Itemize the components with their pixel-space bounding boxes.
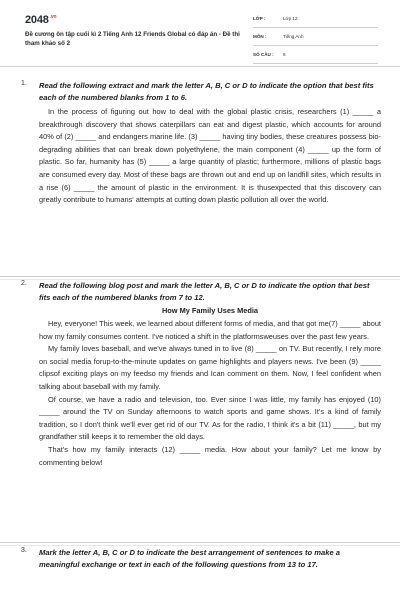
question-instruction: Mark the letter A, B, C or D to indicate the best arrangement of sentences to make a meaningful exchange or text in each of the following questions from 13 to 17. <box>39 548 341 569</box>
meta-key: MÔN : <box>253 34 267 39</box>
meta-row-count <box>253 50 378 64</box>
logo-suffix: .vn <box>49 14 57 20</box>
passage-paragraph: In the process of figuring out how to deal with the global plastic crisis, researchers (1) _____ a breakthrough discovery that shows caterpillars can eat and digest plastic, which accounts for around 40% of (2) _____ and endangers marine life. (3) _____ having tiny bodies, these creatures possess bio-degrading abilities that can break down polyethylene, the main component (4) _____ up the form of plastic. So far, humanity has (5) _____ a large quantity of plastic; furthermore, millions of plastic bags are consumed every day. Most of these bags are thrown out and end up on landfill sites, which results in a rise (6) _____ the amount of plastic in the environment. It is thusexpected that this discovery can greatly contribute to humans' attempts at cutting down plastic pollution all over the world. <box>39 107 381 205</box>
meta-value: Tiếng Anh <box>283 34 304 39</box>
blog-passage <box>39 318 381 469</box>
section-divider <box>0 542 400 546</box>
question-number: 1. <box>21 80 27 87</box>
reading-passage <box>39 106 381 207</box>
meta-key: LỚP : <box>253 16 266 21</box>
passage-paragraph: My family loves baseball, and we've always tuned in to live (8) _____ on TV. But recently, I rely more on social media forup-to-the-minute updates on game highlights and players news. I've been (9) _____ clipsof exciting plays on my feedso my friends and Ican comment on them. Now, I feel confident when talking about baseball with my family. <box>39 344 381 391</box>
question-instruction: Read the following blog post and mark the letter A, B, C or D to indicate the option that best fits each of the numbered blanks from 7 to 12. <box>39 281 370 302</box>
meta-row-class <box>253 14 378 28</box>
meta-row-subject <box>253 32 378 46</box>
passage-paragraph: Hey, everyone! This week, we learned about different forms of media, and that got me(7) _____ about how my family consumes content. I've noticed a shift in the platformsweuses over the past few years. <box>39 319 381 341</box>
passage-paragraph: Of course, we have a radio and television, too. Ever since I was little, my family has enjoyed (10) _____ around the TV on Sunday afternoons to watch sports and game shows. It's a kind of family tradition, so I don't think we'll ever get rid of our TV. As for the radio, I think it's a bit (11) _____, but my grandfather still keeps it to remember the old days. <box>39 394 381 442</box>
blog-title: How My Family Uses Media <box>161 306 259 315</box>
meta-value: Lớp 12 <box>283 16 298 21</box>
logo-number: 2048 <box>25 14 49 26</box>
site-logo[interactable] <box>25 14 56 26</box>
passage-paragraph: That's how my family interacts (12) _____ media. How about your family? Let me know by commenting below! <box>39 444 381 467</box>
meta-value: 6 <box>283 52 286 57</box>
question-number: 3. <box>21 547 27 554</box>
meta-box <box>253 14 378 68</box>
page-header <box>0 0 400 67</box>
question-instruction: Read the following extract and mark the letter A, B, C or D to indicate the option that best fits each of the numbered blanks from 1 to 6. <box>39 81 374 102</box>
question-number: 2. <box>21 280 27 287</box>
document-title: Đề cương ôn tập cuối kì 2 Tiếng Anh 12 Friends Global có đáp án - Đề thi tham khảo số 2 <box>25 31 240 47</box>
meta-key: SỐ CÂU : <box>253 52 274 57</box>
